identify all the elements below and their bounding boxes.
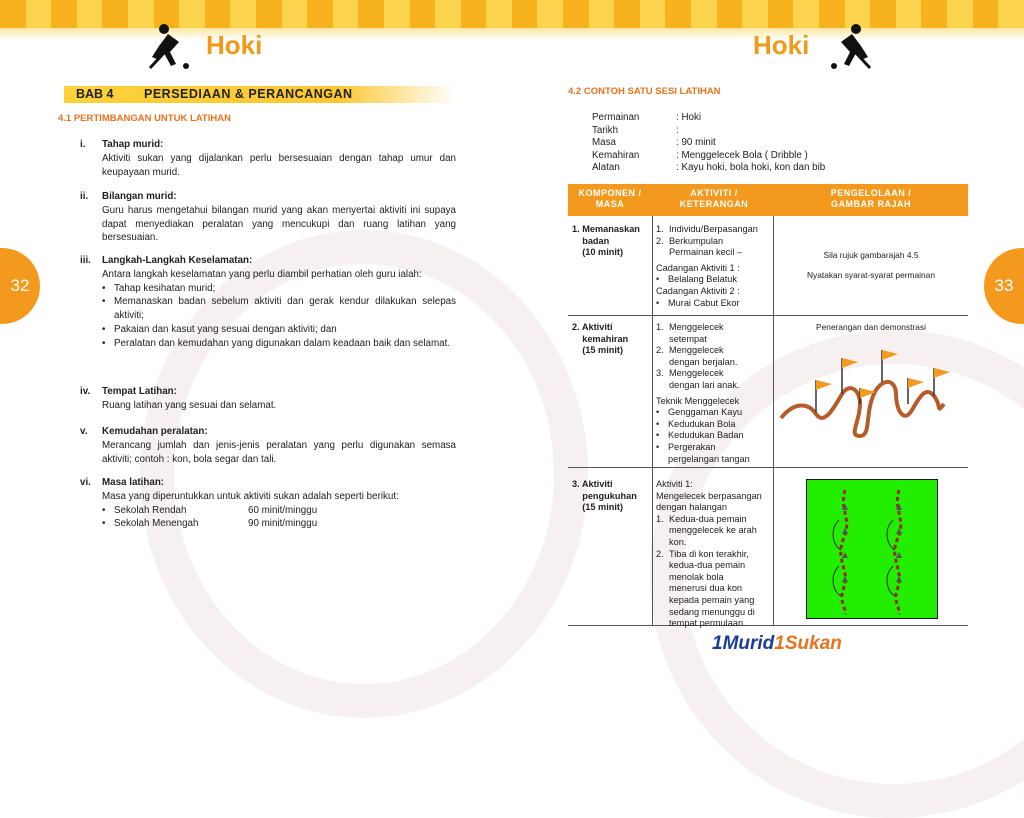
column-divider xyxy=(652,216,653,625)
list-item: • Kedudukan Badan xyxy=(656,430,772,442)
page-number-left: 32 xyxy=(0,248,40,324)
organisation-note: Penerangan dan demonstrasi xyxy=(816,322,926,332)
drill-markings xyxy=(807,480,937,618)
list-item: • Genggaman Kayu xyxy=(656,407,772,419)
list-item: • Sekolah Rendah 60 minit/minggu xyxy=(102,504,456,518)
consideration-item: vi. Masa latihan: Masa yang diperuntukkan untuk aktiviti sukan adalah seperti berikut: • Sekolah Rendah 60 minit/minggu • Sekolah Menengah 90 minit/minggu xyxy=(80,476,456,531)
list-item: • Belalang Belatuk xyxy=(656,274,772,286)
table-row-component: 1. Memanaskan badan (10 minit) xyxy=(572,224,640,258)
list-item: • Sekolah Menengah 90 minit/minggu xyxy=(102,517,456,531)
list-item: • Kedudukan Bola xyxy=(656,419,772,431)
list-item: • Tahap kesihatan murid; xyxy=(102,282,456,296)
brand-logo: 1Murid1Sukan xyxy=(712,633,842,654)
info-row: Masa : 90 minit xyxy=(592,137,716,149)
consideration-item: i. Tahap murid: Aktiviti sukan yang dijalankan perlu bersesuaian dengan tahap umur dan keupayaan murid. xyxy=(80,139,456,178)
column-header: AKTIVITI / KETERANGAN xyxy=(679,188,749,209)
table-row-activity: Aktiviti 1: Mengelecek berpasangan dengan halangan 1. Kedua-dua pemain menggelecek ke arah kon. 2. Tiba di kon terakhir, kedua-dua pemain menolak bola menerusi dua kon kepada pemain yang sedang menunggu di tempat permulaan. xyxy=(656,479,762,629)
list-item: • Pakaian dan kasut yang sesuai dengan aktiviti; dan xyxy=(102,323,456,337)
organisation-note: Nyatakan syarat-syarat permainan xyxy=(806,270,935,280)
info-row: Alatan : Kayu hoki, bola hoki, kon dan bib xyxy=(592,162,826,174)
column-header: PENGELOLAAN / GAMBAR RAJAH xyxy=(830,188,912,209)
list-item: • Peralatan dan kemudahan yang digunakan dalam keadaan baik dan selamat. xyxy=(102,337,456,351)
consideration-item: iii. Langkah-Langkah Keselamatan: Antara langkah keselamatan yang perlu diambil perhatian oleh guru ialah: • Tahap kesihatan murid; • Memanaskan badan sebelum aktiviti dan gerak kendur dilakukan selepas aktiviti; • Pakaian dan kasut yang sesuai dengan aktiviti; dan • Peralatan dan kemudahan yang digunakan dalam keadaan baik dan selamat. xyxy=(80,254,456,351)
chapter-title: PERSEDIAAN & PERANCANGAN xyxy=(144,87,353,101)
section-title-4-2: 4.2 CONTOH SATU SESI LATIHAN xyxy=(568,86,721,97)
row-divider xyxy=(568,315,968,316)
column-divider xyxy=(773,216,774,625)
chapter-banner xyxy=(64,86,456,103)
consideration-item: ii. Bilangan murid: Guru harus mengetahui bilangan murid yang akan menyertai aktiviti ini supaya dapat menyediakan peralatan yang mencukupi dan ruang latihan yang bersesuaian. xyxy=(80,191,456,244)
info-row: Tarikh : xyxy=(592,124,679,136)
table-row-component: 3. Aktiviti pengukuhan (15 minit) xyxy=(572,479,637,513)
hockey-player-icon xyxy=(828,22,874,70)
table-header xyxy=(568,184,968,216)
list-item: • Pergerakan pergelangan tangan xyxy=(656,442,772,465)
table-row-activity: 1. Menggelecek setempat 2. Menggelecek dengan berjalan. 3. Menggelecek dengan lari anak. Teknik Menggelecek • Genggaman Kayu • Kedudukan Bola • Kedudukan Badan • Pergerakan pergelangan tangan xyxy=(656,322,772,465)
table-row-activity: 1. Individu/Berpasangan 2. Berkumpulan Permainan kecil – Cadangan Aktiviti 1 : • Belalang Belatuk Cadangan Aktiviti 2 : • Murai Cabut Ekor xyxy=(656,224,772,309)
page-number-right: 33 xyxy=(984,248,1024,324)
hockey-player-icon xyxy=(146,22,192,70)
consideration-item: iv. Tempat Latihan: Ruang latihan yang sesuai dan selamat. xyxy=(80,386,277,411)
organisation-note: Sila rujuk gambarajah 4.5 xyxy=(823,250,919,260)
drill-field-diagram xyxy=(806,479,938,619)
section-title-4-1: 4.1 PERTIMBANGAN UNTUK LATIHAN xyxy=(58,113,231,124)
table-row-component: 2. Aktiviti kemahiran (15 minit) xyxy=(572,322,629,356)
page-title-right: Hoki xyxy=(753,30,810,60)
dribbling-path-diagram xyxy=(776,340,966,440)
row-divider xyxy=(568,467,968,468)
chapter-label: BAB 4 xyxy=(76,87,114,101)
info-row: Permainan : Hoki xyxy=(592,112,702,123)
consideration-item: v. Kemudahan peralatan: Merancang jumlah dan jenis-jenis peralatan yang perlu digunakan semasa aktiviti; contoh : kon, bola segar dan tali. xyxy=(80,426,456,465)
list-item: • Memanaskan badan sebelum aktiviti dan gerak kendur dilakukan selepas aktiviti; xyxy=(102,295,456,323)
page-title-left: Hoki xyxy=(206,30,263,60)
session-info xyxy=(592,112,825,175)
info-row: Kemahiran : Menggelecek Bola ( Dribble ) xyxy=(592,149,808,161)
column-header: KOMPONEN / MASA xyxy=(578,188,642,209)
list-item: • Murai Cabut Ekor xyxy=(656,298,772,310)
